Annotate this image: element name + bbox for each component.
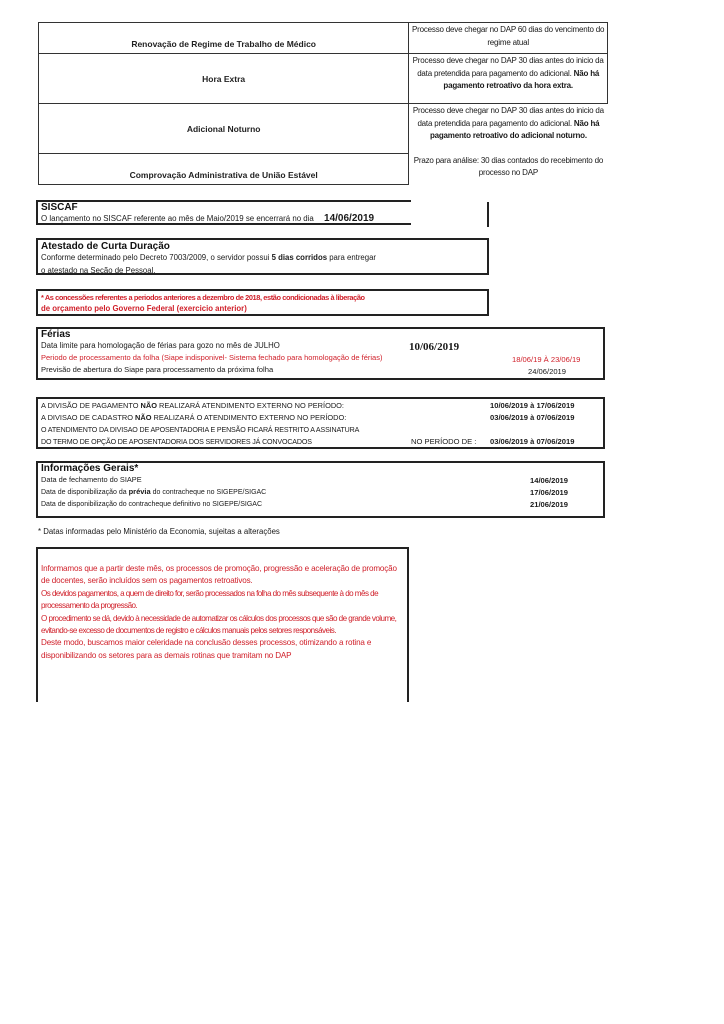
informacoes-gerais-title: Informações Gerais* xyxy=(41,463,139,474)
atendimento-period: 10/06/2019 à 17/06/2019 xyxy=(490,401,575,410)
aviso-box: * As concessões referentes a periodos anteriores a dezembro de 2018, estão condicionadas à liberação de orçamento pelo Governo Federal (exercicio anterior) xyxy=(36,289,489,316)
table-row xyxy=(39,104,608,154)
tipo-cell: Adicional Noturno xyxy=(39,104,409,154)
informacoes-gerais-box xyxy=(36,461,605,518)
atestado-box: Atestado de Curta Duração Conforme determinado pelo Decreto 7003/2009, o servidor possui 5 dias corridos para entregar o atestado na Seção de Pessoal. xyxy=(36,238,489,275)
gerais-date: 14/06/2019 xyxy=(530,476,569,485)
atendimento-period: 03/06/2019 à 07/06/2019 xyxy=(490,437,575,446)
ferias-period: 18/06/19 À 23/06/19 xyxy=(512,355,581,364)
prazo-cell: Processo deve chegar no DAP 60 dias do vencimento do regime atual xyxy=(409,23,608,54)
footnote: * Datas informadas pelo Ministério da Economia, sujeitas a alterações xyxy=(38,527,280,536)
atendimento-row: A DIVISÃO DE PAGAMENTO NÃO REALIZARÁ ATENDIMENTO EXTERNO NO PERÍODO: xyxy=(41,401,344,410)
ferias-date: 10/06/2019 xyxy=(409,341,460,353)
ferias-title: Férias xyxy=(41,329,71,340)
ferias-date: 24/06/2019 xyxy=(528,367,567,376)
atestado-title: Atestado de Curta Duração xyxy=(41,241,170,252)
atendimento-period: 03/06/2019 à 07/06/2019 xyxy=(490,413,575,422)
periodo-label: NO PERÍODO DE : xyxy=(411,437,477,446)
prazos-table xyxy=(38,22,608,185)
tipo-cell: Comprovação Administrativa de União Estável xyxy=(39,154,409,185)
table-row xyxy=(39,154,608,185)
informativo-paragraph: Os devidos pagamentos, a quem de direito for, serão processados na folha do mês subsequente à do mês de processamento da progressão. xyxy=(41,588,379,611)
atendimento-row: O ATENDIMENTO DA DIVISAO DE APOSENTADORIA E PENSÃO FICARÁ RESTRITO A ASSINATURA xyxy=(41,426,360,434)
gerais-date: 21/06/2019 xyxy=(530,500,569,509)
siscaf-date: 14/06/2019 xyxy=(324,213,375,224)
prazo-cell: Processo deve chegar no DAP 30 dias antes do inicio da data pretendida para pagamento do adicional. Não há pagamento retroativo do adicional noturno. xyxy=(409,104,608,154)
atendimento-row: A DIVISAO DE CADASTRO NÃO REALIZARÁ O ATENDIMENTO EXTERNO NO PERÍODO: xyxy=(41,413,347,422)
atendimento-row: DO TERMO DE OPÇÃO DE APOSENTADORIA DOS SERVIDORES JÁ CONVOCADOS xyxy=(41,438,312,446)
ferias-row: Data limite para homologação de férias para gozo no mês de JULHO xyxy=(41,341,280,350)
prazo-cell: Processo deve chegar no DAP 30 dias antes do inicio da data pretendida para pagamento do adicional. Não há pagamento retroativo da hora extra. xyxy=(409,54,608,104)
gerais-row: Data de disponibilização do contracheque definitivo no SIGEPE/SIGAC xyxy=(41,501,263,508)
divider xyxy=(487,202,489,227)
informativo-paragraph: Deste modo, buscamos maior celeridade na conclusão desses processos, otimizando a rotina e disponibilizando os setores para as demais rotinas que tramitam no DAP xyxy=(41,638,372,660)
ferias-row: Periodo de processamento da folha (Siape indisponivel- Sistema fechado para homologação de férias) xyxy=(41,353,383,362)
tipo-cell: Renovação de Regime de Trabalho de Médico xyxy=(39,23,409,54)
table-row xyxy=(39,54,608,104)
prazo-cell: Prazo para análise: 30 dias contados do recebimento do processo no DAP xyxy=(413,155,604,177)
ferias-box xyxy=(36,327,605,380)
informativo-paragraph: Informamos que a partir deste mês, os processos de promoção, progressão e aceleração de promoção de docentes, serão incluídos sem os pagamentos retroativos. xyxy=(41,564,397,586)
siscaf-title: SISCAF xyxy=(41,202,78,213)
gerais-row: Data de fechamento do SIAPE xyxy=(41,475,142,484)
gerais-row: Data de disponibilização da prévia do contracheque no SIGEPE/SIGAC xyxy=(41,487,267,496)
siscaf-text: O lançamento no SISCAF referente ao mês de Maio/2019 se encerrará no dia xyxy=(41,214,314,223)
ferias-row: Previsão de abertura do Siape para processamento da próxima folha xyxy=(41,365,274,374)
atestado-prazo: 5 dias corridos xyxy=(271,253,328,262)
table-row xyxy=(39,23,608,54)
siscaf-box xyxy=(36,200,411,225)
tipo-cell: Hora Extra xyxy=(39,54,409,104)
informativo-paragraph: O procedimento se dá, devido à necessidade de automatizar os cálculos dos processos que são de grande volume, evitando-se excesso de documentos de registro e cálculos manuais pelos setores responsáveis. xyxy=(41,613,397,636)
informativo-box xyxy=(36,547,409,702)
gerais-date: 17/06/2019 xyxy=(530,488,569,497)
atendimento-box xyxy=(36,397,605,449)
